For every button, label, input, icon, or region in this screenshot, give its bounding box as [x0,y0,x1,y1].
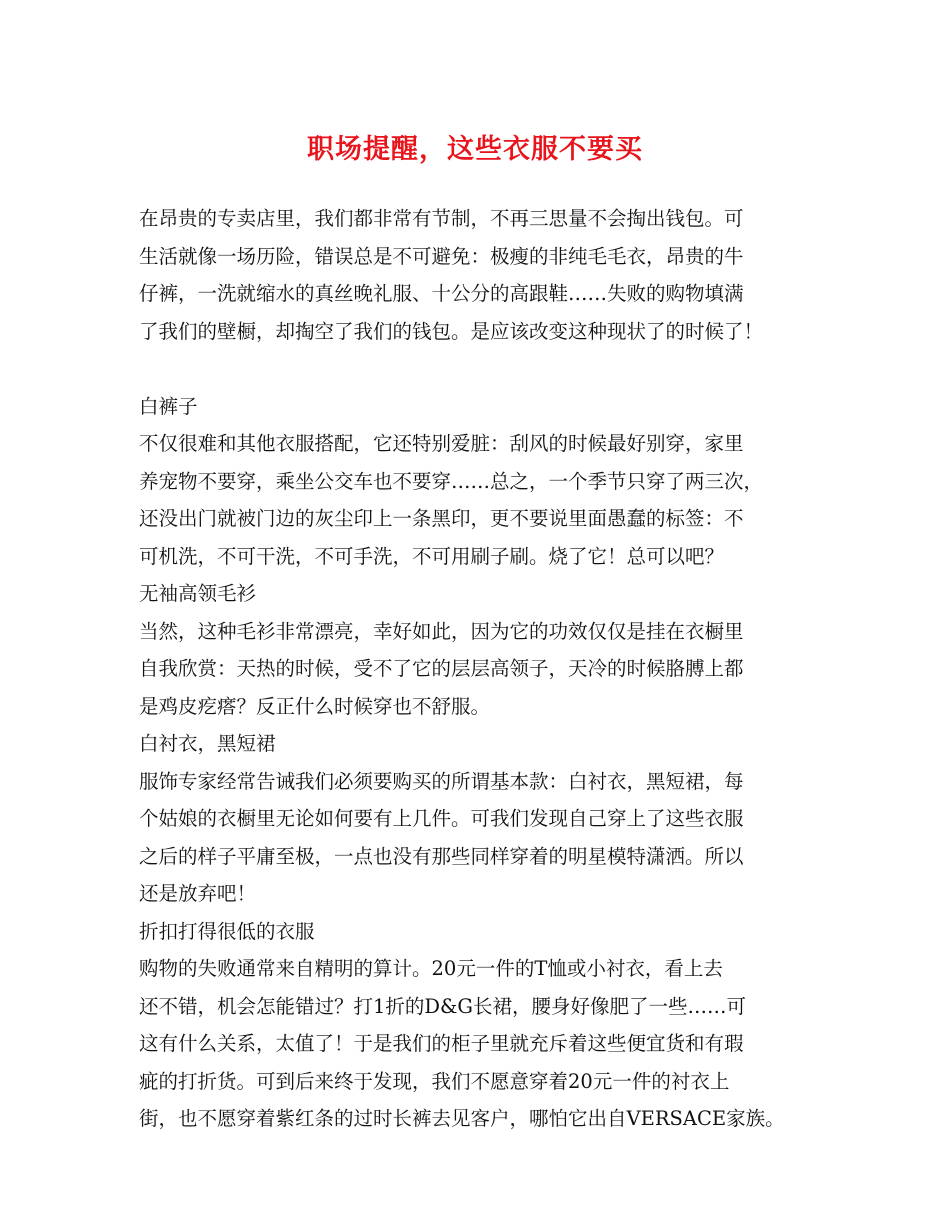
section-line: 养宠物不要穿，乘坐公交车也不要穿……总之，一个季节只穿了两三次， [139,469,764,493]
section-line: 购物的失败通常来自精明的算计。20元一件的T恤或小衬衣，看上去 [139,957,723,980]
section-line: 是鸡皮疙瘩？反正什么时候穿也不舒服。 [139,694,491,718]
section-heading: 白衬衣，黑短裙 [139,732,276,755]
section-line: 这有什么关系，太值了！于是我们的柜子里就充斥着这些便宜货和有瑕 [139,1032,744,1055]
section-line: 不仅很难和其他衣服搭配，它还特别爱脏：刮风的时候最好别穿，家里 [139,432,744,455]
section-line: 街，也不愿穿着紫红条的过时长裤去见客户，哪怕它出自VERSACE家族。 [139,1107,785,1130]
section-line: 自我欣赏：天热的时候，受不了它的层层高领子，天冷的时候胳膊上都 [139,657,744,680]
intro-line: 了我们的壁橱，却掏空了我们的钱包。是应该改变这种现状了的时候了！ [139,319,764,343]
document-title: 职场提醒，这些衣服不要买 [307,134,643,165]
section-line: 可机洗，不可干洗，不可手洗，不可用刷子刷。烧了它！总可以吧？ [139,544,725,568]
document-body [139,200,829,1138]
section-line: 个姑娘的衣橱里无论如何要有上几件。可我们发现自己穿上了这些衣服 [139,807,744,830]
section-heading: 白裤子 [139,394,198,418]
section-line: 当然，这种毛衫非常漂亮，幸好如此，因为它的功效仅仅是挂在衣橱里 [139,619,744,643]
paragraph-spacer [139,350,829,388]
intro-line: 仔裤，一洗就缩水的真丝晚礼服、十公分的高跟鞋……失败的购物填满 [139,282,744,305]
section-line: 疵的打折货。可到后来终于发现，我们不愿意穿着20元一件的衬衣上 [139,1069,730,1093]
section-line: 服饰专家经常告诫我们必须要购买的所谓基本款：白衬衣，黑短裙，每 [139,769,744,793]
section-line: 还是放弃吧！ [139,882,257,905]
section-line: 还没出门就被门边的灰尘印上一条黑印，更不要说里面愚蠢的标签：不 [139,507,744,530]
section-heading: 折扣打得很低的衣服 [139,919,315,943]
section-heading: 无袖高领毛衫 [139,582,257,605]
section-line: 还不错，机会怎能错过？打1折的D&G长裙，腰身好像肥了一些……可 [139,994,746,1018]
section-line: 之后的样子平庸至极，一点也没有那些同样穿着的明星模特潇洒。所以 [139,844,744,868]
intro-line: 生活就像一场历险，错误总是不可避免：极瘦的非纯毛毛衣，昂贵的牛 [139,244,744,268]
intro-line: 在昂贵的专卖店里，我们都非常有节制，不再三思量不会掏出钱包。可 [139,207,744,230]
